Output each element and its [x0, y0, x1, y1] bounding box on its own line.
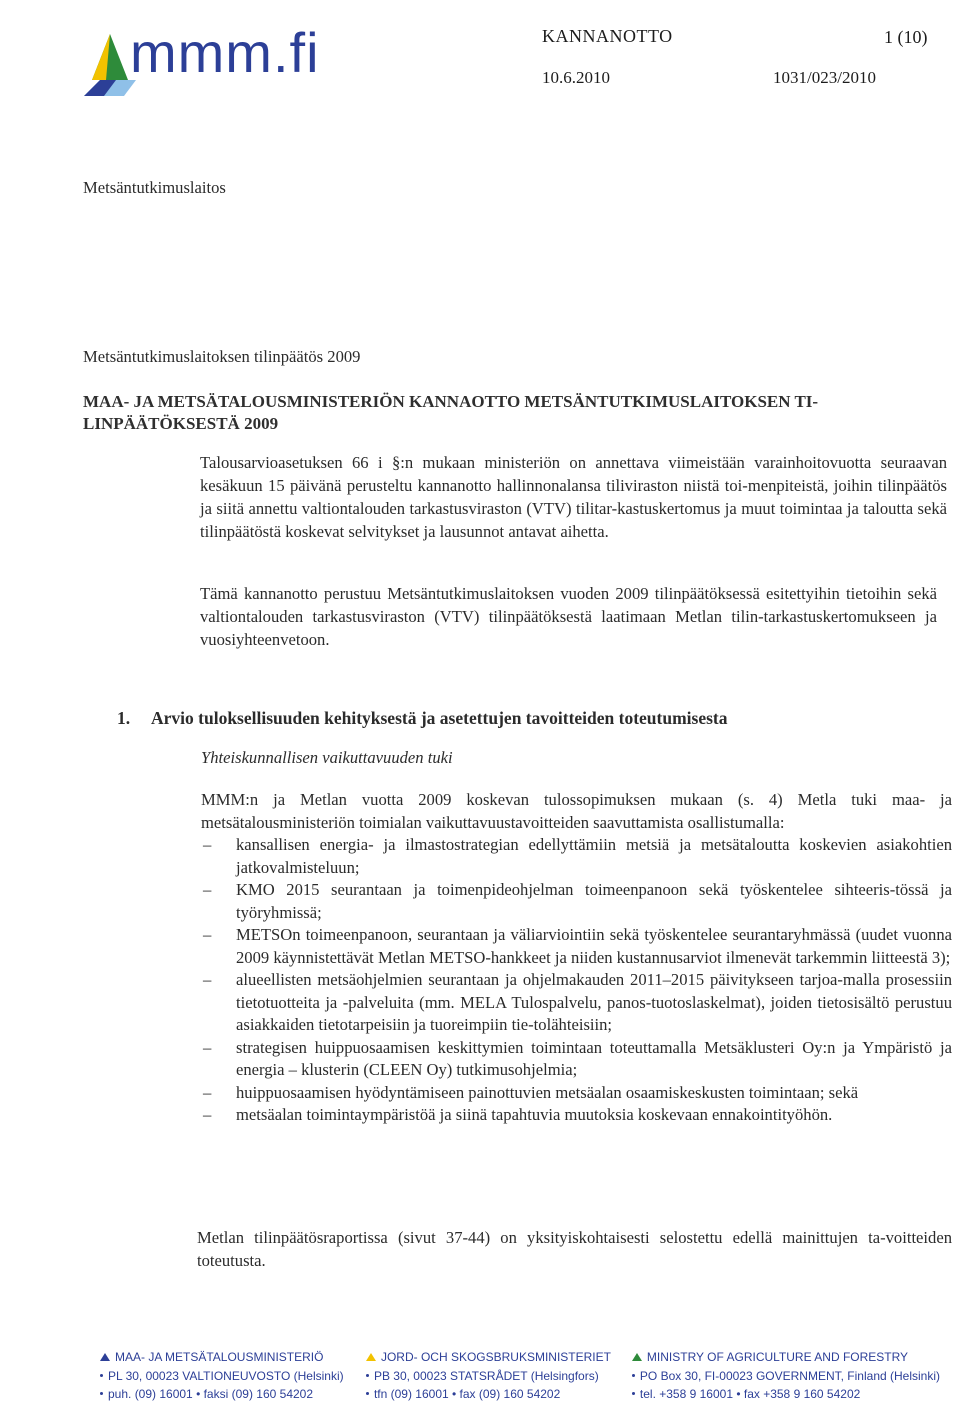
footer-sv-name: JORD- OCH SKOGSBRUKSMINISTERIET	[380, 1350, 611, 1364]
section-heading: Arvio tuloksellisuuden kehityksestä ja asetettujen tavoitteiden toteutumisesta	[151, 708, 728, 728]
bullet-dot-icon	[632, 1374, 635, 1377]
footer-en-address: PO Box 30, FI-00023 GOVERNMENT, Finland (Helsinki)	[639, 1368, 941, 1383]
bullet-dot-icon	[100, 1392, 103, 1395]
paragraph-basis: Tämä kannanotto perustuu Metsäntutkimuslaitoksen vuoden 2009 tilinpäätöksessä esitettyihin tietoihin sekä valtiontalouden tarkastusviraston (VTV) tilinpäätöksestä laatimaan Metlan tilin-tarkastuskertomukseen ja vuosiyhteenvetoon.	[200, 584, 937, 649]
footer-swedish	[366, 1348, 632, 1404]
logo-text: mmm.fi	[130, 21, 320, 84]
list-item: – metsäalan toimintaympäristöä ja siinä tapahtuvia muutoksia koskevaan ennakointityöhön.	[201, 1104, 952, 1127]
section-number: 1.	[117, 708, 131, 728]
footer-en-phone: tel. +358 9 16001 • fax +358 9 160 54202	[639, 1387, 861, 1401]
list-item: – huippuosaamisen hyödyntämiseen painottuvien metsäalan osaamiskeskusten toimintaan; sekä	[201, 1082, 952, 1105]
bullet-dot-icon	[100, 1374, 103, 1377]
triangle-icon	[632, 1353, 642, 1361]
list-item: – METSOn toimeenpanoon, seurantaan ja väliarviointiin sekä työskentelee seurantaryhmässä (uudet vuonna 2009 käynnistettävät Metlan METSO-hankkeet ja niiden kustannusarviot ilmenevät tarkemmin liitteestä 3);	[201, 924, 952, 969]
document-title: MAA- JA METSÄTALOUSMINISTERIÖN KANNAOTTO METSÄNTUTKIMUSLAITOKSEN TI-LINPÄÄTÖKSESTÄ 2009	[83, 392, 819, 433]
document-reference: 1031/023/2010	[773, 68, 876, 87]
closing-paragraph: Metlan tilinpäätösraportissa (sivut 37-44) on yksityiskohtaisesti selostettu edellä mainittujen ta-voitteiden toteutusta.	[197, 1228, 952, 1270]
bullet-dot-icon	[366, 1374, 369, 1377]
ministry-logo	[80, 21, 350, 100]
list-item: – KMO 2015 seurantaan ja toimenpideohjelman toimeenpanoon sekä työskentelee sihteeris-tössä ja työryhmissä;	[201, 879, 952, 924]
footer-english	[632, 1348, 940, 1404]
goals-list	[201, 834, 952, 1127]
footer-fi-address: PL 30, 00023 VALTIONEUVOSTO (Helsinki)	[108, 1368, 344, 1383]
document-type: KANNANOTTO	[542, 26, 673, 46]
section-subheading: Yhteiskunnallisen vaikuttavuuden tuki	[201, 748, 453, 767]
recipient: Metsäntutkimuslaitos	[83, 178, 226, 197]
triangle-icon	[100, 1353, 110, 1361]
footer	[100, 1348, 940, 1404]
footer-fi-phone: puh. (09) 16001 • faksi (09) 160 54202	[108, 1387, 314, 1401]
paragraph-legal-basis: Talousarvioasetuksen 66 i §:n mukaan ministeriön on annettava viimeistään varainhoitovuotta seuraavan kesäkuun 15 päivänä perusteltu kannanotto hallinnonalansa tiliviraston niistä toi-menpiteistä, joihin tilinpäätös ja siitä annettu valtiontalouden tarkastusviraston (VTV) tilitar-kastuskertomus ja muut toimintaa ja taloutta sekä tilinpäätöstä koskevat selvitykset ja lausunnot antavat aihetta.	[200, 453, 947, 541]
subject-line: Metsäntutkimuslaitoksen tilinpäätös 2009	[83, 347, 361, 366]
triangle-icon	[366, 1353, 376, 1361]
bullet-dot-icon	[632, 1392, 635, 1395]
list-item: – alueellisten metsäohjelmien seurantaan ja ohjelmakauden 2011–2015 päivitykseen tarjoa-malla prosessiin tietotuotteita ja -palveluita (mm. MELA Tulospalvelu, panos-tuotoslaskelmat), joiden tietosisältö perustuu asiakkaiden tietotarpeisiin ja tuoreimpiin tie-tolähteisiin;	[201, 969, 952, 1037]
section-intro: MMM:n ja Metlan vuotta 2009 koskevan tulossopimuksen mukaan (s. 4) Metla tuki maa- ja metsätalousministeriön toimialan vaikuttavuustavoitteiden saavuttamista osallistumalla:	[201, 790, 952, 832]
footer-en-name: MINISTRY OF AGRICULTURE AND FORESTRY	[646, 1350, 909, 1364]
document-date: 10.6.2010	[542, 68, 610, 87]
list-item: – kansallisen energia- ja ilmastostrategian edellyttämiin metsiä ja metsätaloutta koskevien asiakohtien jatkovalmisteluun;	[201, 834, 952, 879]
list-item: – strategisen huippuosaamisen keskittymien toimintaan toteuttamalla Metsäklusteri Oy:n ja Ympäristö ja energia – klusterin (CLEEN Oy) tutkimusohjelmia;	[201, 1037, 952, 1082]
footer-fi-name: MAA- JA METSÄTALOUSMINISTERIÖ	[115, 1350, 324, 1364]
page-number: 1 (10)	[884, 27, 928, 47]
footer-sv-address: PB 30, 00023 STATSRÅDET (Helsingfors)	[373, 1368, 599, 1383]
bullet-dot-icon	[366, 1392, 369, 1395]
footer-sv-phone: tfn (09) 16001 • fax (09) 160 54202	[373, 1387, 561, 1401]
footer-finnish	[100, 1348, 366, 1404]
